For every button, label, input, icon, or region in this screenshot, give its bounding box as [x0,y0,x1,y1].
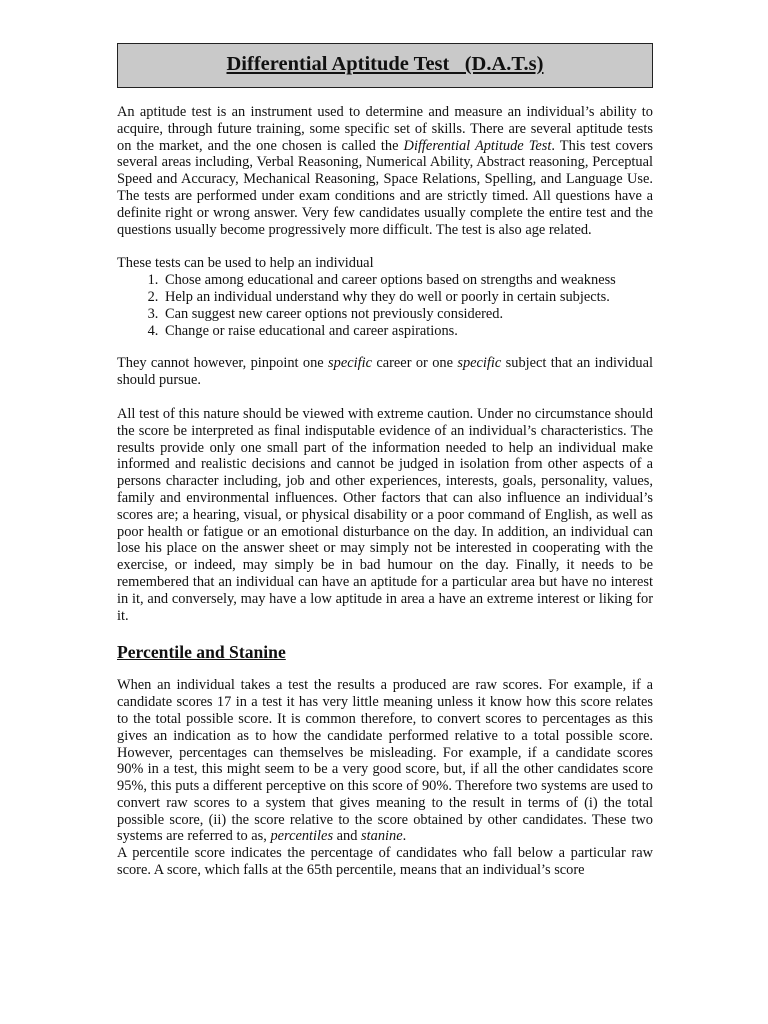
help-list-item: 3. Can suggest new career options not previously considered. [162,306,653,323]
help-list-item: 4. Change or raise educational and career aspirations. [162,323,653,340]
limitations-text-1: They cannot however, pinpoint one [117,355,329,372]
help-list-item: 1. Chose among educational and career options based on strengths and weakness [162,272,653,289]
raw-scores-text: When an individual takes a test the results a produced are raw scores. For example, if a candidate scores 17 in a test it has very little meaning unless it know how this score relates to the total possible score. It is common therefore, to convert scores to percentages as this gives an indication as to how the candidate performed relative to a total possible score. However, percentages can themselves be misleading. For example, if a candidate scores 90% in a test, this might seem to be a very good score, but, if all the other candidates score 95%, this puts a different perceptive on this score of 90%. Therefore two systems are used to convert raw scores to a system that gives meaning to the result in terms of (i) the total possible score, (ii) the score relative to the score obtained by other candidates. These two systems are referred to as, [117,677,653,845]
raw-scores-and: and [333,828,362,845]
help-list [117,272,653,339]
document-title: Differential Aptitude Test (D.A.T.s) [117,43,653,88]
intro-text-2: . This test covers several areas including, Verbal Reasoning, Numerical Ability, Abstract reasoning, Perceptual Speed and Accuracy, Mechanical Reasoning, Space Relations, Spelling, and Language Use. The tests are performed under exam conditions and are strictly timed. All questions have a definite right or wrong answer. Very few candidates usually complete the entire test and the questions usually become progressively more difficult. The test is also age related. [117,137,653,238]
raw-scores-paragraph [117,677,653,845]
test-name-emphasis: Differential Aptitude Test [403,137,552,154]
intro-text-1: An aptitude test is an instrument used to determine and measure an individual’s ability to acquire, through future training, some specific set of skills. There are several aptitude tests on the market, and the one chosen is called the [117,104,653,154]
limitations-paragraph [117,355,653,389]
raw-scores-end: . [402,828,407,845]
specific-emphasis-1: specific [328,355,372,372]
help-list-item: 2. Help an individual understand why they do well or poorly in certain subjects. [162,289,653,306]
help-intro: These tests can be used to help an individual [117,255,374,272]
specific-emphasis-2: specific [457,355,502,372]
limitations-text-3: subject that an individual should pursue. [117,355,654,389]
section-heading-percentile-stanine: Percentile and Stanine [117,642,286,663]
percentile-paragraph: A percentile score indicates the percentage of candidates who fall below a particular raw score. A score, which falls at the 65th percentile, means that an individual’s score [117,845,653,879]
caution-paragraph: All test of this nature should be viewed with extreme caution. Under no circumstance should the score be interpreted as final indisputable evidence of an individual’s characteristics. The results provide only one small part of the information needed to help an individual make informed and realistic decisions and cannot be judged in isolation from other aspects of a persons character including, job and other experiences, interests, goals, personality, values, family and environmental influences. Other factors that can also influence an individual’s scores are; a hearing, visual, or physical disability or a poor command of English, as well as poor health or fatigue or an emotional disturbance on the day. In addition, an individual can lose his place on the answer sheet or may simply not be interested in cooperating with the exercise, or indeed, may simply be in bad humour on the day. Finally, it needs to be remembered that an individual can have an aptitude for a particular area but have no interest in it, and conversely, may have a low aptitude in area a have an extreme interest or liking for it. [117,405,653,624]
stanine-term: stanine [361,828,403,845]
percentiles-term: percentiles [270,828,334,845]
document-page [117,43,653,879]
intro-paragraph [117,104,653,238]
limitations-text-2: career or one [372,355,458,372]
